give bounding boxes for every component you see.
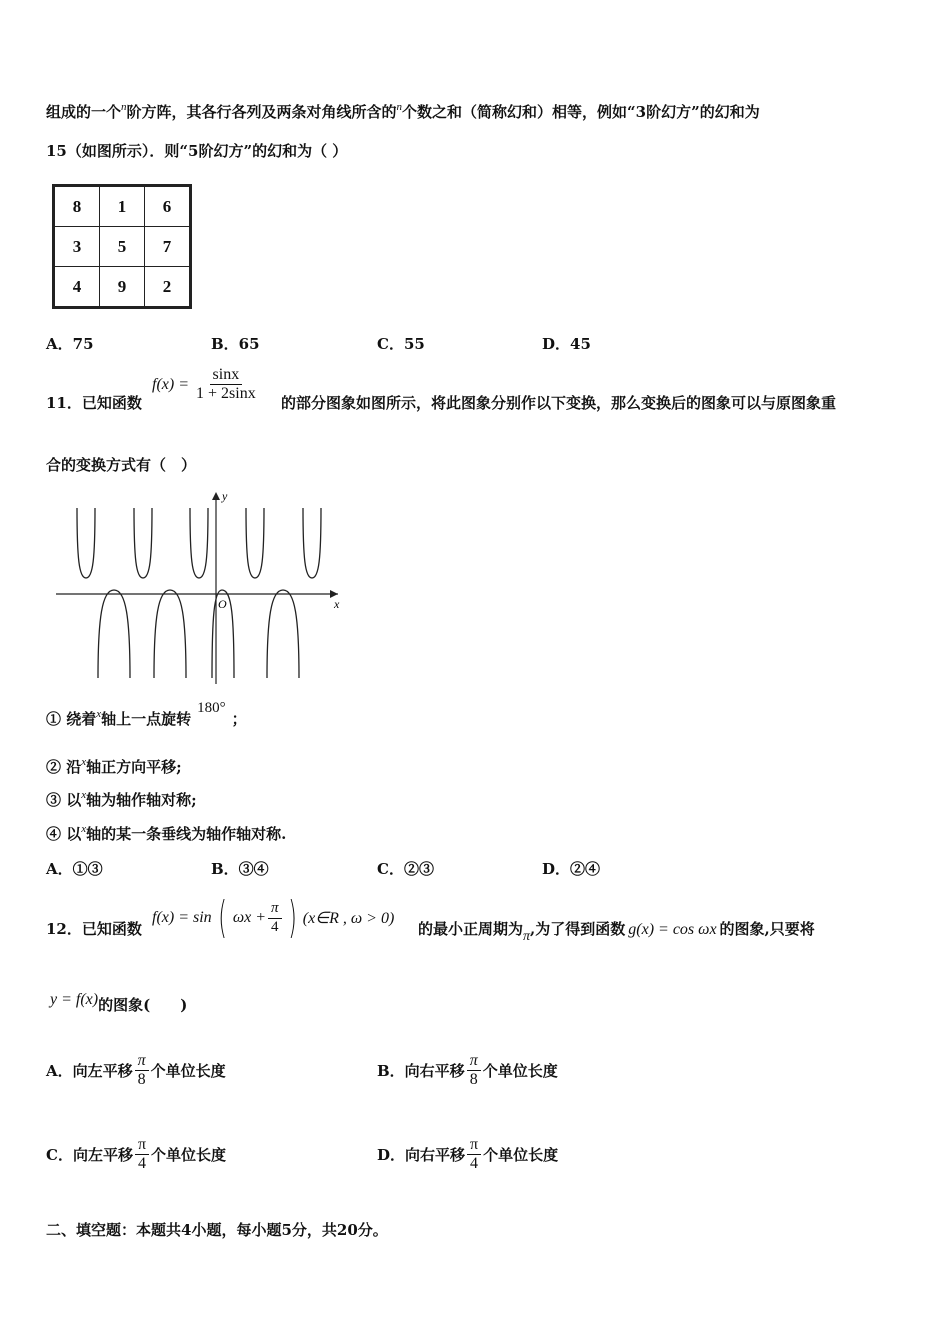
q10-stem-line2: 15（如图所示）．则“5阶幻方”的幻和为（ ） xyxy=(46,142,348,160)
graph-lower-branch xyxy=(267,590,299,678)
q11-statement-1: ① 绕着$^x$轴上一点旋转180°； xyxy=(46,700,247,728)
magic-cell: 4 xyxy=(54,267,100,308)
q11-function-graph xyxy=(50,488,350,688)
q10-option-c[interactable]: C．55 xyxy=(377,335,425,353)
q10-option-d[interactable]: D．45 xyxy=(542,335,591,353)
table-row xyxy=(54,227,191,267)
magic-cell: 1 xyxy=(100,186,145,227)
q12-option-b[interactable]: B．向右平移 $\frac{\pi}{8}$ 个单位长度 xyxy=(377,1052,558,1089)
magic-cell: 5 xyxy=(100,227,145,267)
q11-option-b[interactable]: B．③④ xyxy=(211,860,269,878)
q11-fraction: $\frac{\sin x}{1 + 2\sin x}$ xyxy=(196,366,256,403)
q11-option-a[interactable]: A．①③ xyxy=(46,860,103,878)
graph-lower-branch xyxy=(98,590,130,678)
q11-stem-line1: 的部分图象如图所示，将此图象分别作以下变换，那么变换后的图象可以与原图象重 xyxy=(281,394,837,412)
q11-statement-4: ④ 以$^x$轴的某一条垂线为轴作轴对称. xyxy=(46,823,287,843)
q12-option-d[interactable]: D．向右平移 $\frac{\pi}{4}$ 个单位长度 xyxy=(377,1136,559,1173)
q11-statement-2: ② 沿$^x$轴正方向平移; xyxy=(46,756,182,776)
graph-upper-branch xyxy=(303,508,321,578)
graph-y-label: y xyxy=(222,489,228,503)
q12-stem-line2: y = f(x)的图象( ) xyxy=(50,991,188,1014)
magic-cell: 2 xyxy=(145,267,191,308)
q12-fraction: $\frac{\pi}{4}$ xyxy=(268,900,282,936)
graph-origin-label: O xyxy=(218,597,227,611)
magic-cell: 6 xyxy=(145,186,191,227)
magic-cell: 9 xyxy=(100,267,145,308)
graph-upper-branch xyxy=(190,508,208,578)
graph-upper-branch xyxy=(246,508,264,578)
q11-option-d[interactable]: D．②④ xyxy=(542,860,601,878)
graph-upper-branch xyxy=(77,508,95,578)
q12-option-c[interactable]: C．向左平移 $\frac{\pi}{4}$ 个单位长度 xyxy=(46,1136,227,1173)
magic-cell: 8 xyxy=(54,186,100,227)
graph-x-label: x xyxy=(334,597,340,611)
q11-option-c[interactable]: C．②③ xyxy=(377,860,434,878)
q11-number: 11．已知函数 xyxy=(46,394,142,412)
q10-stem-line1: 组成的一个$^n$阶方阵，其各行各列及两条对角线所含的$^n$个数之和（简称幻和）相等，例如“3阶幻方”的幻和为 xyxy=(46,101,760,121)
table-row xyxy=(54,186,191,227)
graph-upper-branch xyxy=(134,508,152,578)
q12-option-a[interactable]: A．向左平移 $\frac{\pi}{8}$ 个单位长度 xyxy=(46,1052,226,1089)
magic-cell: 3 xyxy=(54,227,100,267)
section2-heading: 二、填空题：本题共4小题，每小题5分，共20分。 xyxy=(46,1221,388,1239)
graph-lower-branch xyxy=(154,590,186,678)
q12-function-formula: f(x) = sin ( ωx + $\frac{\pi}{4}$ ) (x∈R , ω > 0) xyxy=(152,892,395,943)
magic-cell: 7 xyxy=(145,227,191,267)
q10-option-b[interactable]: B．65 xyxy=(211,335,260,353)
graph-axis-y-arrow xyxy=(212,492,220,500)
q10-option-a[interactable]: A．75 xyxy=(46,335,94,353)
q11-stem-line2: 合的变换方式有（ ） xyxy=(46,456,197,474)
q12-number: 12．已知函数 xyxy=(46,920,142,938)
q11-function-formula: f(x) = $\frac{\sin x}{1 + 2\sin x}$ xyxy=(152,366,259,404)
q12-stem-line1: 的最小正周期为π,为了得到函数 g(x) = cos ωx 的图象,只要将 xyxy=(418,920,815,944)
q11-statement-3: ③ 以$^x$轴为轴作轴对称; xyxy=(46,789,197,809)
magic-square-table xyxy=(52,184,192,309)
table-row xyxy=(54,267,191,308)
